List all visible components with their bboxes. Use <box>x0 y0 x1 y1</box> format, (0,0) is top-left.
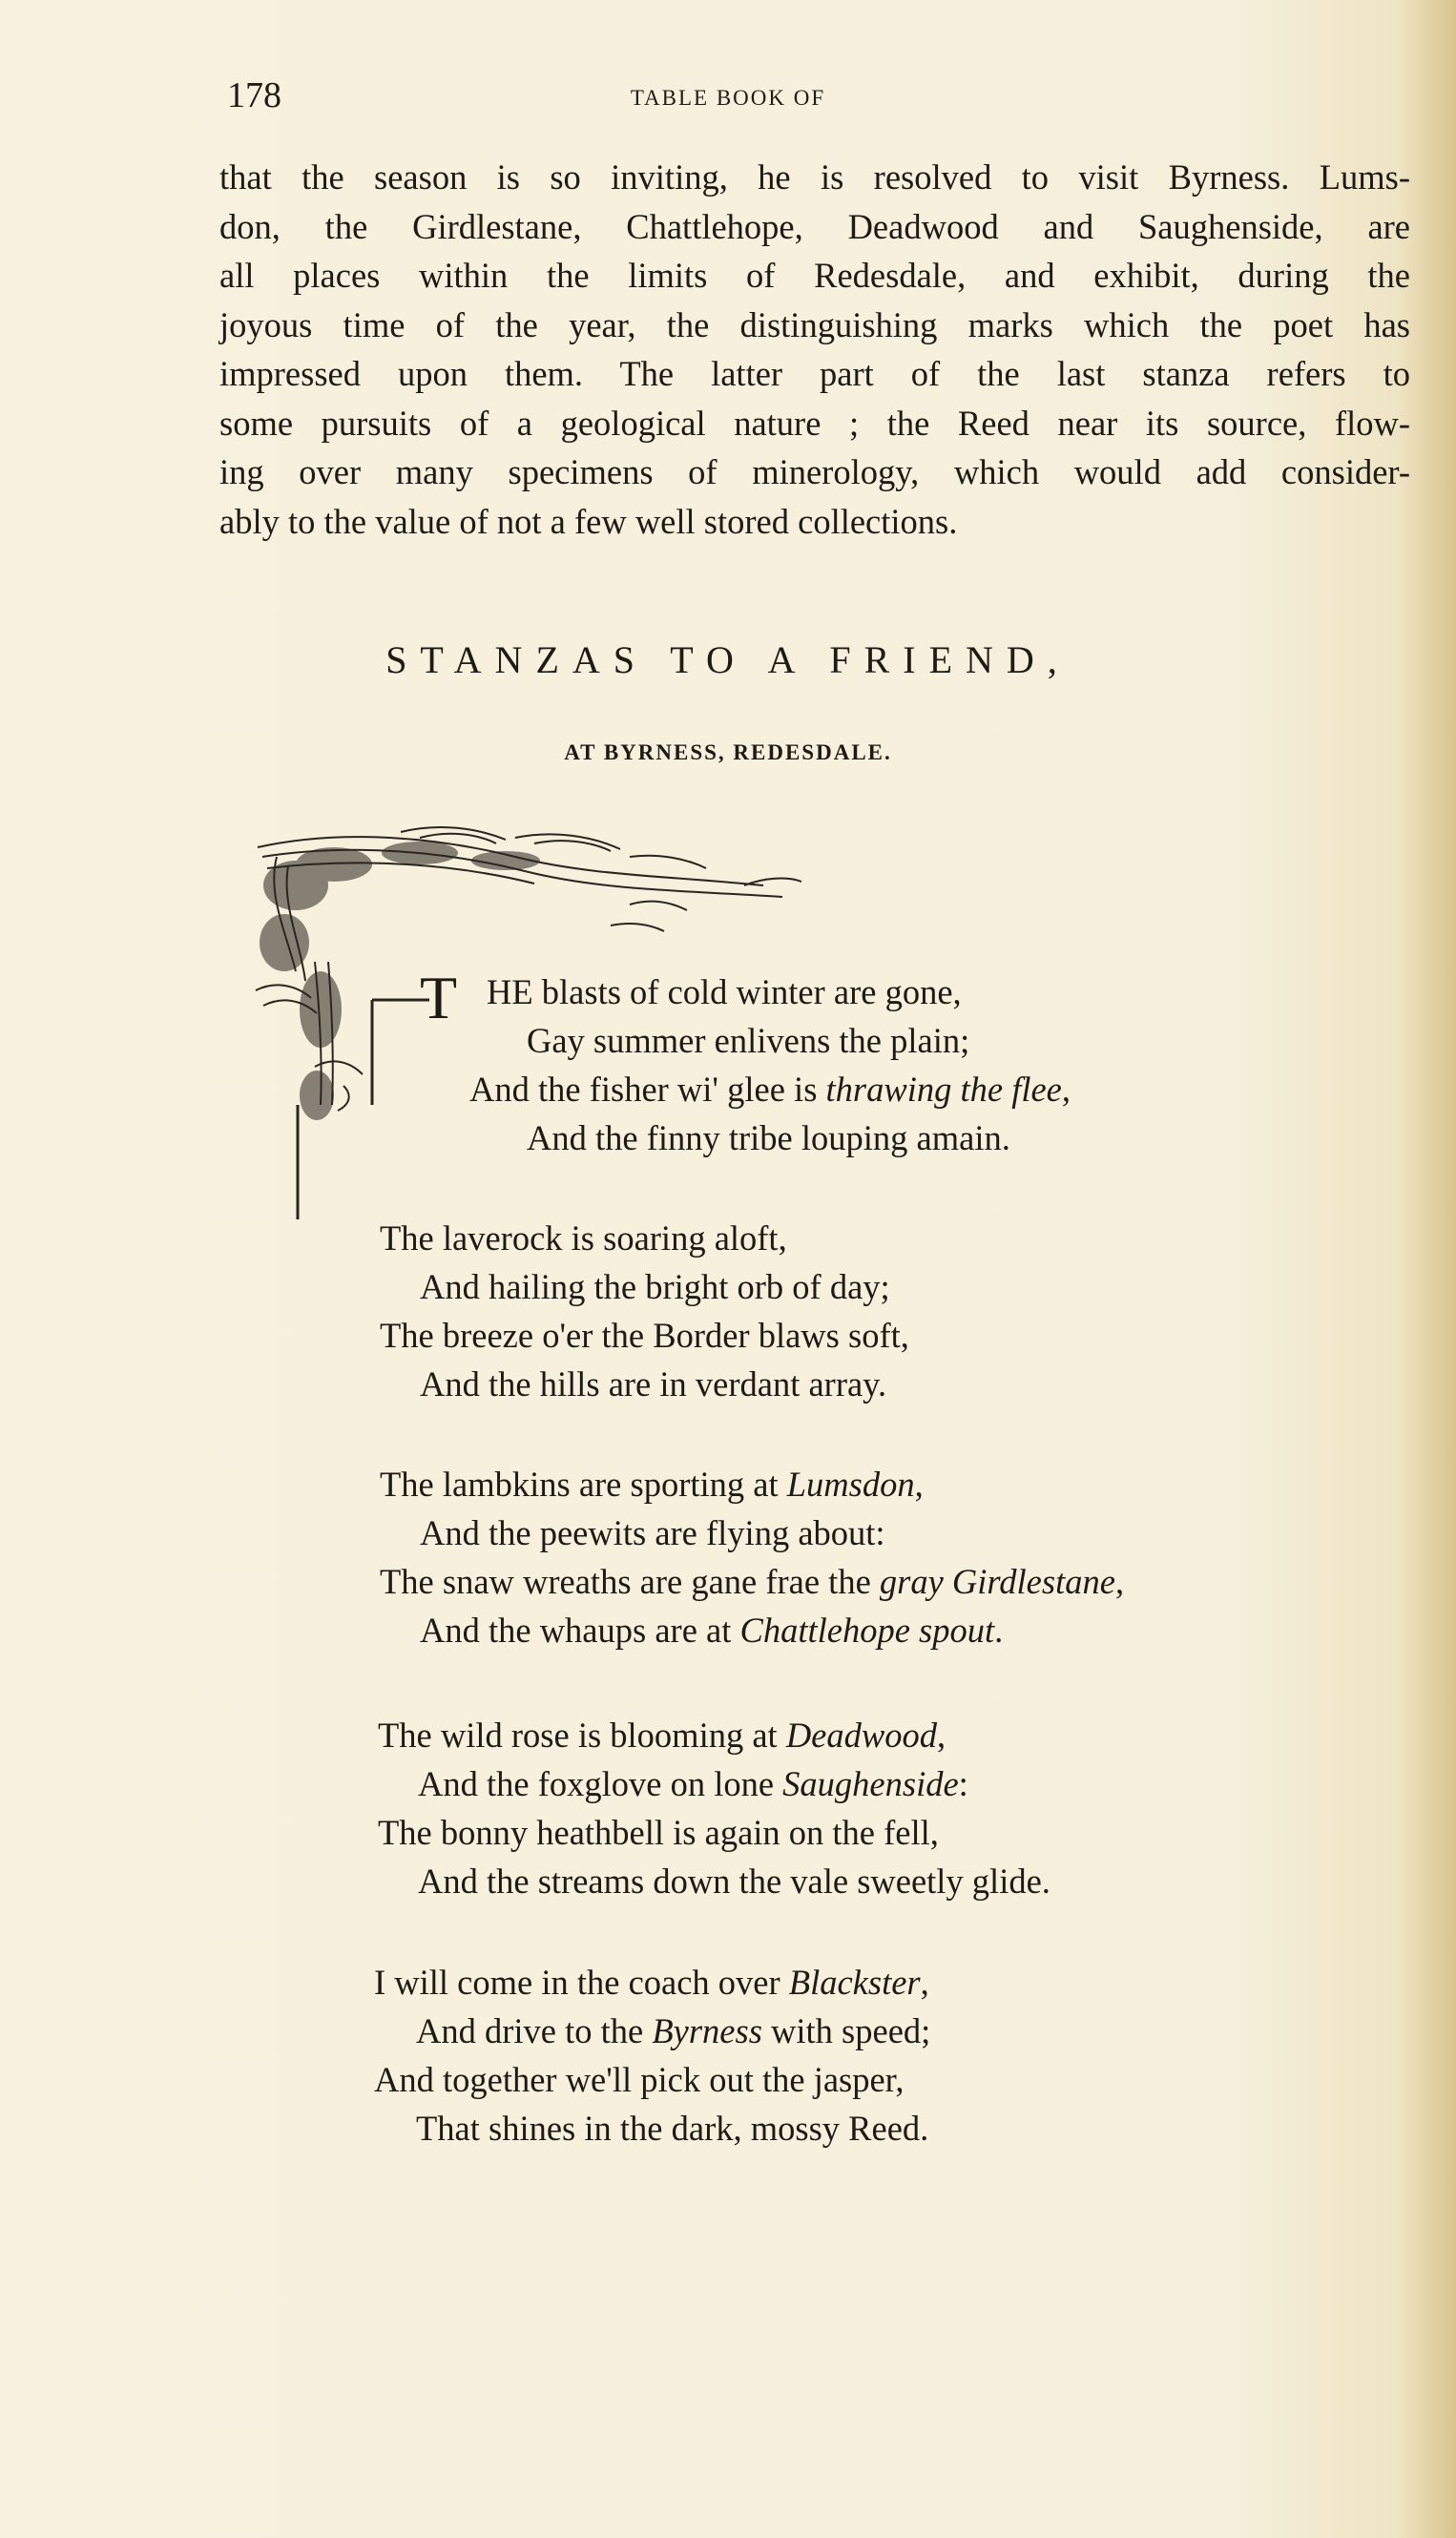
poem-line <box>380 1214 787 1263</box>
line-punct: with speed; <box>761 2011 931 2050</box>
running-head: TABLE BOOK OF <box>630 86 826 110</box>
line-text: And drive to the <box>416 2011 653 2050</box>
line-italic-text: Blackster <box>788 1963 921 2002</box>
poem-line <box>418 1759 968 1809</box>
poem-line <box>487 967 962 1017</box>
line-text: And the streams down the vale sweetly glide. <box>418 1862 1050 1901</box>
page-header <box>0 74 1456 122</box>
poem-line <box>380 1311 909 1361</box>
line-text: That shines in the dark, mossy Reed. <box>416 2109 929 2148</box>
line-punct: , <box>936 1716 946 1755</box>
line-text: And the fisher wi' glee is <box>469 1070 826 1109</box>
prose-paragraph <box>219 153 1410 546</box>
poem-line <box>420 1508 885 1558</box>
poem-line <box>416 2104 928 2153</box>
line-text: The lambkins are sporting at <box>380 1465 787 1504</box>
line-italic-text: thrawing the flee <box>825 1070 1062 1109</box>
line-text: I will come in the coach over <box>374 1963 789 2002</box>
prose-line: that the season is so inviting, he is resolved to visit Byrness. Lums- <box>219 157 1410 197</box>
line-text: And together we'll pick out the jasper, <box>374 2060 905 2099</box>
line-italic-text: gray Girdlestane <box>879 1562 1115 1601</box>
line-punct: , <box>914 1465 924 1504</box>
prose-line: some pursuits of a geological nature ; the Reed near its source, flow- <box>219 403 1410 443</box>
line-italic-text: Deadwood <box>785 1716 937 1755</box>
line-text: The bonny heathbell is again on the fell, <box>378 1813 939 1852</box>
line-text: The wild rose is blooming at <box>378 1716 786 1755</box>
poem-line <box>378 1808 939 1858</box>
line-text: And the whaups are at <box>420 1611 740 1650</box>
poem-line <box>420 1360 886 1409</box>
line-italic-text: Lumsdon <box>786 1465 915 1504</box>
drop-cap: T <box>420 964 458 1031</box>
line-text: The breeze o'er the Border blaws soft, <box>380 1316 909 1355</box>
poem-line <box>418 1857 1050 1906</box>
line-italic-text: Chattlehope spout <box>739 1611 995 1650</box>
poem-line <box>374 2055 905 2105</box>
line-text: Gay summer enlivens the plain; <box>527 1021 970 1060</box>
prose-line: joyous time of the year, the distinguishing marks which the poet has <box>219 304 1410 344</box>
line-text: And the hills are in verdant array. <box>420 1364 887 1404</box>
poem-line <box>374 1958 929 2008</box>
line-punct: , <box>920 1963 929 2002</box>
page-number: 178 <box>227 75 281 115</box>
poem-line <box>420 1262 890 1312</box>
poem-line <box>527 1113 1010 1163</box>
line-text: And the foxglove on lone <box>418 1764 783 1803</box>
line-text: The snaw wreaths are gane frae the <box>380 1562 880 1601</box>
prose-line: ably to the value of not a few well stored collections. <box>219 501 958 541</box>
poem-line <box>420 1606 1003 1655</box>
line-text: And hailing the bright orb of day; <box>420 1267 890 1306</box>
poem-line <box>469 1065 1071 1114</box>
poem-line <box>380 1557 1124 1607</box>
poem-subtitle: AT BYRNESS, REDESDALE. <box>564 740 892 764</box>
line-text: HE blasts of cold winter are gone, <box>487 972 962 1011</box>
line-punct: : <box>958 1764 968 1803</box>
prose-line: ing over many specimens of minerology, which would add consider- <box>219 452 1410 491</box>
line-italic-text: Saughenside <box>782 1764 959 1803</box>
prose-line: impressed upon them. The latter part of the last stanza refers to <box>219 354 1410 393</box>
line-punct: , <box>1114 1562 1125 1601</box>
line-text: And the finny tribe louping amain. <box>527 1118 1010 1157</box>
poem-line <box>378 1711 946 1760</box>
line-text: And the peewits are flying about: <box>420 1513 885 1552</box>
line-text: The laverock is soaring aloft, <box>380 1218 787 1258</box>
poem-line <box>416 2007 930 2056</box>
line-punct: . <box>994 1611 1004 1650</box>
poem-line <box>380 1460 924 1509</box>
line-italic-text: Byrness <box>652 2011 762 2050</box>
poem-line <box>527 1016 969 1066</box>
poem-title: STANZAS TO A FRIEND, <box>385 638 1071 681</box>
line-punct: , <box>1061 1070 1071 1109</box>
prose-line: don, the Girdlestane, Chattlehope, Deadwood and Saughenside, are <box>219 206 1410 246</box>
prose-line: all places within the limits of Redesdale, and exhibit, during the <box>219 256 1410 295</box>
